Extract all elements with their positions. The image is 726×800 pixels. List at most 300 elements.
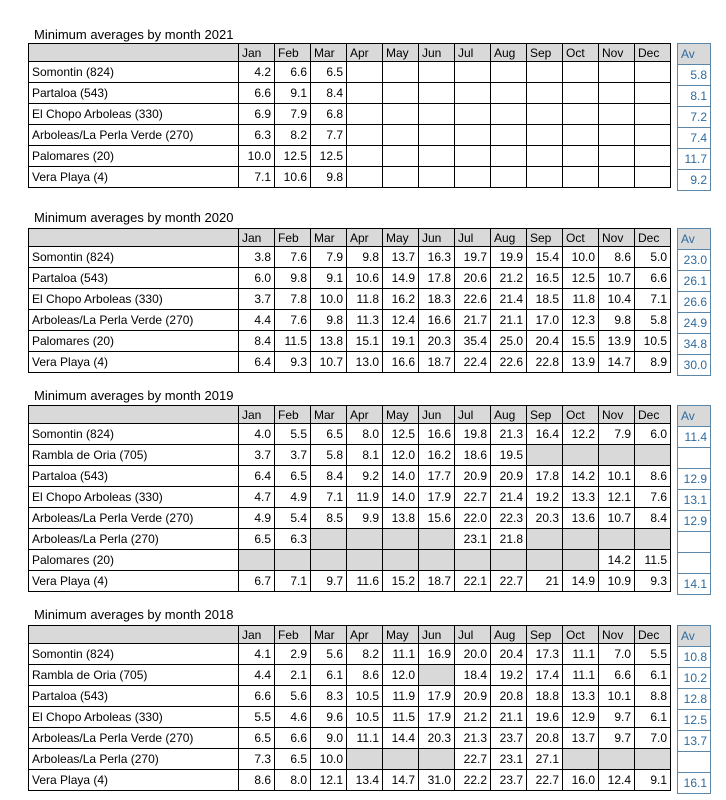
av-row xyxy=(678,752,711,773)
value-cell: 21 xyxy=(527,571,563,592)
site-name: Partaloa (543) xyxy=(29,268,239,289)
value-cell: 8.6 xyxy=(347,665,383,686)
value-cell: 16.2 xyxy=(383,289,419,310)
value-cell: 5.6 xyxy=(275,686,311,707)
month-header: Sep xyxy=(527,44,563,62)
site-name: Arboleas/La Perla Verde (270) xyxy=(29,310,239,331)
value-cell: 8.5 xyxy=(311,508,347,529)
av-row xyxy=(678,355,711,376)
value-cell: 9.7 xyxy=(599,728,635,749)
value-cell: 7.1 xyxy=(311,487,347,508)
value-cell: 21.2 xyxy=(455,707,491,728)
value-cell: 6.6 xyxy=(635,268,671,289)
site-name: El Chopo Arboleas (330) xyxy=(29,104,239,125)
value-cell: 12.5 xyxy=(383,424,419,445)
header-row xyxy=(678,229,711,250)
value-cell: 14.4 xyxy=(383,728,419,749)
value-cell: 6.6 xyxy=(239,83,275,104)
value-cell: 21.8 xyxy=(491,529,527,550)
value-cell: 22.7 xyxy=(455,749,491,770)
value-cell: 22.1 xyxy=(455,571,491,592)
value-cell: 7.0 xyxy=(635,728,671,749)
value-cell: 18.8 xyxy=(527,686,563,707)
value-cell: 9.1 xyxy=(635,770,671,791)
site-name: El Chopo Arboleas (330) xyxy=(29,707,239,728)
value-cell xyxy=(383,83,419,104)
value-cell xyxy=(635,749,671,770)
site-name: Arboleas/La Perla (270) xyxy=(29,749,239,770)
av-row xyxy=(678,773,711,794)
av-row xyxy=(678,647,711,668)
value-cell: 9.6 xyxy=(311,707,347,728)
table-row xyxy=(29,62,671,83)
value-cell: 10.0 xyxy=(311,289,347,310)
month-header: May xyxy=(383,406,419,424)
value-cell xyxy=(635,146,671,167)
value-cell: 5.5 xyxy=(275,424,311,445)
value-cell: 22.6 xyxy=(455,289,491,310)
table-row xyxy=(29,125,671,146)
month-header: Apr xyxy=(347,44,383,62)
value-cell xyxy=(563,550,599,571)
value-cell xyxy=(527,529,563,550)
month-header: Jul xyxy=(455,406,491,424)
value-cell: 20.3 xyxy=(527,508,563,529)
value-cell: 4.9 xyxy=(239,508,275,529)
value-cell: 9.7 xyxy=(599,707,635,728)
table-row xyxy=(29,487,671,508)
av-header: Av xyxy=(678,406,711,427)
value-cell xyxy=(599,167,635,188)
value-cell: 6.9 xyxy=(239,104,275,125)
site-name: Palomares (20) xyxy=(29,550,239,571)
value-cell: 20.3 xyxy=(419,728,455,749)
value-cell: 16.9 xyxy=(419,644,455,665)
value-cell: 20.4 xyxy=(527,331,563,352)
value-cell: 17.7 xyxy=(419,466,455,487)
value-cell: 21.3 xyxy=(491,424,527,445)
header-blank xyxy=(29,44,239,62)
value-cell: 6.5 xyxy=(311,62,347,83)
value-cell: 13.7 xyxy=(563,728,599,749)
value-cell: 8.9 xyxy=(635,352,671,373)
value-cell: 5.5 xyxy=(239,707,275,728)
value-cell xyxy=(491,125,527,146)
value-cell: 10.1 xyxy=(599,466,635,487)
value-cell xyxy=(419,83,455,104)
value-cell: 4.4 xyxy=(239,665,275,686)
month-header: Aug xyxy=(491,626,527,644)
value-cell: 13.7 xyxy=(383,247,419,268)
value-cell xyxy=(527,445,563,466)
av-value: 8.1 xyxy=(678,86,711,107)
av-row xyxy=(678,490,711,511)
value-cell: 10.7 xyxy=(599,508,635,529)
table-2018 xyxy=(28,625,671,791)
month-header: Aug xyxy=(491,44,527,62)
value-cell: 3.8 xyxy=(239,247,275,268)
month-header: Dec xyxy=(635,406,671,424)
value-cell: 31.0 xyxy=(419,770,455,791)
value-cell: 12.9 xyxy=(563,707,599,728)
av-value xyxy=(678,553,711,574)
av-value: 11.4 xyxy=(678,427,711,448)
site-name: Somontin (824) xyxy=(29,644,239,665)
av-row xyxy=(678,532,711,553)
value-cell xyxy=(419,167,455,188)
av-row xyxy=(678,149,711,170)
value-cell xyxy=(383,550,419,571)
value-cell: 13.0 xyxy=(347,352,383,373)
value-cell: 4.6 xyxy=(275,707,311,728)
value-cell: 5.8 xyxy=(635,310,671,331)
value-cell: 8.4 xyxy=(635,508,671,529)
value-cell: 8.0 xyxy=(275,770,311,791)
month-header: Oct xyxy=(563,406,599,424)
value-cell: 22.8 xyxy=(527,352,563,373)
value-cell: 4.0 xyxy=(239,424,275,445)
av-value: 13.7 xyxy=(678,731,711,752)
value-cell: 9.1 xyxy=(275,83,311,104)
value-cell xyxy=(635,104,671,125)
value-cell: 18.5 xyxy=(527,289,563,310)
site-name: Partaloa (543) xyxy=(29,466,239,487)
av-row xyxy=(678,271,711,292)
month-header: Mar xyxy=(311,229,347,247)
table-row xyxy=(29,424,671,445)
month-header: Mar xyxy=(311,44,347,62)
value-cell: 13.6 xyxy=(563,508,599,529)
table-2021 xyxy=(28,43,671,188)
table-row xyxy=(29,352,671,373)
month-header: Sep xyxy=(527,626,563,644)
value-cell: 7.6 xyxy=(275,247,311,268)
av-row xyxy=(678,170,711,191)
value-cell: 10.0 xyxy=(311,749,347,770)
table-row xyxy=(29,749,671,770)
value-cell: 11.8 xyxy=(347,289,383,310)
month-header: Feb xyxy=(275,44,311,62)
value-cell: 7.7 xyxy=(311,125,347,146)
site-name: Partaloa (543) xyxy=(29,83,239,104)
site-name: El Chopo Arboleas (330) xyxy=(29,289,239,310)
av-value: 30.0 xyxy=(678,355,711,376)
av-value: 9.2 xyxy=(678,170,711,191)
value-cell xyxy=(383,125,419,146)
av-value: 12.9 xyxy=(678,511,711,532)
value-cell: 19.5 xyxy=(491,445,527,466)
value-cell: 21.3 xyxy=(455,728,491,749)
value-cell: 12.0 xyxy=(383,445,419,466)
month-header: Aug xyxy=(491,229,527,247)
value-cell: 9.1 xyxy=(311,268,347,289)
value-cell: 18.4 xyxy=(455,665,491,686)
value-cell: 6.8 xyxy=(311,104,347,125)
value-cell: 10.4 xyxy=(599,289,635,310)
value-cell: 11.9 xyxy=(383,686,419,707)
value-cell: 11.9 xyxy=(347,487,383,508)
value-cell: 2.1 xyxy=(275,665,311,686)
av-row xyxy=(678,128,711,149)
value-cell: 7.0 xyxy=(599,644,635,665)
value-cell xyxy=(419,62,455,83)
value-cell: 6.3 xyxy=(275,529,311,550)
value-cell: 13.3 xyxy=(563,686,599,707)
month-header: Apr xyxy=(347,626,383,644)
value-cell: 35.4 xyxy=(455,331,491,352)
value-cell: 16.2 xyxy=(419,445,455,466)
value-cell: 17.8 xyxy=(419,268,455,289)
value-cell: 11.1 xyxy=(563,644,599,665)
value-cell: 6.6 xyxy=(275,62,311,83)
value-cell: 14.9 xyxy=(563,571,599,592)
table-row xyxy=(29,550,671,571)
month-header: Nov xyxy=(599,626,635,644)
value-cell: 19.1 xyxy=(383,331,419,352)
table-2020 xyxy=(28,228,671,373)
value-cell: 19.8 xyxy=(455,424,491,445)
av-column-2020 xyxy=(677,228,711,376)
table-row xyxy=(29,571,671,592)
value-cell xyxy=(635,167,671,188)
av-value: 26.1 xyxy=(678,271,711,292)
value-cell: 21.4 xyxy=(491,487,527,508)
value-cell: 20.8 xyxy=(527,728,563,749)
value-cell xyxy=(455,125,491,146)
value-cell: 8.4 xyxy=(311,83,347,104)
av-row xyxy=(678,427,711,448)
table-row xyxy=(29,707,671,728)
value-cell: 22.0 xyxy=(455,508,491,529)
site-name: Arboleas/La Perla (270) xyxy=(29,529,239,550)
month-header: Jun xyxy=(419,44,455,62)
value-cell: 11.1 xyxy=(347,728,383,749)
value-cell: 6.1 xyxy=(311,665,347,686)
value-cell xyxy=(383,749,419,770)
value-cell: 10.5 xyxy=(347,686,383,707)
table-row xyxy=(29,310,671,331)
site-name: Vera Playa (4) xyxy=(29,352,239,373)
value-cell: 18.3 xyxy=(419,289,455,310)
value-cell: 6.6 xyxy=(275,728,311,749)
value-cell: 12.1 xyxy=(599,487,635,508)
value-cell xyxy=(491,550,527,571)
month-header: Dec xyxy=(635,229,671,247)
table-row xyxy=(29,289,671,310)
value-cell: 20.3 xyxy=(419,331,455,352)
av-value: 5.8 xyxy=(678,65,711,86)
value-cell: 21.4 xyxy=(491,289,527,310)
value-cell xyxy=(527,104,563,125)
value-cell: 12.5 xyxy=(563,268,599,289)
value-cell: 5.6 xyxy=(311,644,347,665)
value-cell: 17.9 xyxy=(419,707,455,728)
table-row xyxy=(29,83,671,104)
value-cell: 2.9 xyxy=(275,644,311,665)
value-cell: 3.7 xyxy=(239,289,275,310)
site-name: El Chopo Arboleas (330) xyxy=(29,487,239,508)
value-cell: 10.5 xyxy=(347,707,383,728)
value-cell: 23.7 xyxy=(491,770,527,791)
value-cell: 20.0 xyxy=(455,644,491,665)
value-cell: 4.1 xyxy=(239,644,275,665)
value-cell: 3.7 xyxy=(239,445,275,466)
value-cell xyxy=(527,550,563,571)
value-cell: 12.5 xyxy=(275,146,311,167)
month-header: Nov xyxy=(599,229,635,247)
av-row xyxy=(678,469,711,490)
section-title-2018: Minimum averages by month 2018 xyxy=(34,607,234,622)
value-cell: 16.6 xyxy=(419,310,455,331)
value-cell xyxy=(383,167,419,188)
table-row xyxy=(29,167,671,188)
value-cell xyxy=(563,146,599,167)
value-cell xyxy=(455,83,491,104)
value-cell xyxy=(491,167,527,188)
header-row xyxy=(678,406,711,427)
month-header: Aug xyxy=(491,406,527,424)
value-cell xyxy=(491,62,527,83)
value-cell: 20.4 xyxy=(491,644,527,665)
value-cell: 15.5 xyxy=(563,331,599,352)
value-cell xyxy=(419,665,455,686)
av-value: 10.8 xyxy=(678,647,711,668)
av-row xyxy=(678,689,711,710)
value-cell: 17.3 xyxy=(527,644,563,665)
table-row xyxy=(29,728,671,749)
table-row xyxy=(29,104,671,125)
value-cell: 25.0 xyxy=(491,331,527,352)
table-row xyxy=(29,529,671,550)
month-header: May xyxy=(383,229,419,247)
value-cell: 5.0 xyxy=(635,247,671,268)
value-cell xyxy=(527,62,563,83)
month-header: Jul xyxy=(455,44,491,62)
header-blank xyxy=(29,406,239,424)
value-cell: 22.7 xyxy=(455,487,491,508)
value-cell: 7.6 xyxy=(635,487,671,508)
month-header: Oct xyxy=(563,44,599,62)
value-cell: 9.8 xyxy=(599,310,635,331)
value-cell: 22.2 xyxy=(455,770,491,791)
month-header: Jan xyxy=(239,44,275,62)
section-title-2019: Minimum averages by month 2019 xyxy=(34,388,234,403)
value-cell: 9.3 xyxy=(275,352,311,373)
section-title-2020: Minimum averages by month 2020 xyxy=(34,210,234,225)
site-name: Vera Playa (4) xyxy=(29,770,239,791)
table-row xyxy=(29,466,671,487)
value-cell: 8.2 xyxy=(347,644,383,665)
month-header: Jun xyxy=(419,229,455,247)
value-cell: 6.1 xyxy=(635,665,671,686)
value-cell xyxy=(527,125,563,146)
value-cell xyxy=(599,125,635,146)
value-cell: 6.6 xyxy=(239,686,275,707)
table-row xyxy=(29,644,671,665)
value-cell: 14.2 xyxy=(599,550,635,571)
value-cell: 4.4 xyxy=(239,310,275,331)
site-name: Arboleas/La Perla Verde (270) xyxy=(29,728,239,749)
value-cell xyxy=(419,146,455,167)
month-header: Feb xyxy=(275,626,311,644)
value-cell: 12.3 xyxy=(563,310,599,331)
value-cell xyxy=(563,125,599,146)
value-cell xyxy=(599,749,635,770)
value-cell: 6.4 xyxy=(239,466,275,487)
av-value: 14.1 xyxy=(678,574,711,595)
value-cell: 8.4 xyxy=(239,331,275,352)
value-cell: 5.8 xyxy=(311,445,347,466)
header-row xyxy=(29,44,671,62)
value-cell xyxy=(275,550,311,571)
av-value: 12.9 xyxy=(678,469,711,490)
value-cell: 21.1 xyxy=(491,310,527,331)
value-cell: 8.6 xyxy=(599,247,635,268)
av-row xyxy=(678,107,711,128)
value-cell: 6.0 xyxy=(239,268,275,289)
value-cell: 18.7 xyxy=(419,571,455,592)
av-value: 13.1 xyxy=(678,490,711,511)
value-cell: 10.1 xyxy=(599,686,635,707)
value-cell xyxy=(563,104,599,125)
value-cell: 7.9 xyxy=(311,247,347,268)
value-cell xyxy=(635,125,671,146)
value-cell: 8.2 xyxy=(275,125,311,146)
value-cell: 14.9 xyxy=(383,268,419,289)
value-cell: 19.7 xyxy=(455,247,491,268)
value-cell: 27.1 xyxy=(527,749,563,770)
av-column-2019 xyxy=(677,405,711,595)
table-row xyxy=(29,146,671,167)
value-cell: 20.6 xyxy=(455,268,491,289)
value-cell xyxy=(311,529,347,550)
month-header: Nov xyxy=(599,406,635,424)
value-cell: 13.8 xyxy=(311,331,347,352)
value-cell: 14.7 xyxy=(383,770,419,791)
value-cell: 16.0 xyxy=(563,770,599,791)
value-cell xyxy=(419,529,455,550)
av-value: 16.1 xyxy=(678,773,711,794)
value-cell xyxy=(563,167,599,188)
av-column-2018 xyxy=(677,625,711,794)
value-cell: 9.7 xyxy=(311,571,347,592)
month-header: Jun xyxy=(419,406,455,424)
value-cell: 22.3 xyxy=(491,508,527,529)
site-name: Arboleas/La Perla Verde (270) xyxy=(29,508,239,529)
value-cell: 9.8 xyxy=(347,247,383,268)
value-cell xyxy=(599,83,635,104)
value-cell: 23.1 xyxy=(491,749,527,770)
value-cell: 10.5 xyxy=(635,331,671,352)
av-column-2021 xyxy=(677,43,711,191)
value-cell: 10.7 xyxy=(311,352,347,373)
month-header: May xyxy=(383,626,419,644)
value-cell xyxy=(347,749,383,770)
site-name: Arboleas/La Perla Verde (270) xyxy=(29,125,239,146)
value-cell: 19.6 xyxy=(527,707,563,728)
value-cell xyxy=(491,104,527,125)
value-cell xyxy=(419,550,455,571)
value-cell: 10.0 xyxy=(239,146,275,167)
table-row xyxy=(29,331,671,352)
value-cell xyxy=(383,529,419,550)
value-cell: 20.9 xyxy=(455,466,491,487)
value-cell xyxy=(311,550,347,571)
av-header: Av xyxy=(678,229,711,250)
month-header: Oct xyxy=(563,626,599,644)
value-cell xyxy=(419,749,455,770)
value-cell xyxy=(455,62,491,83)
